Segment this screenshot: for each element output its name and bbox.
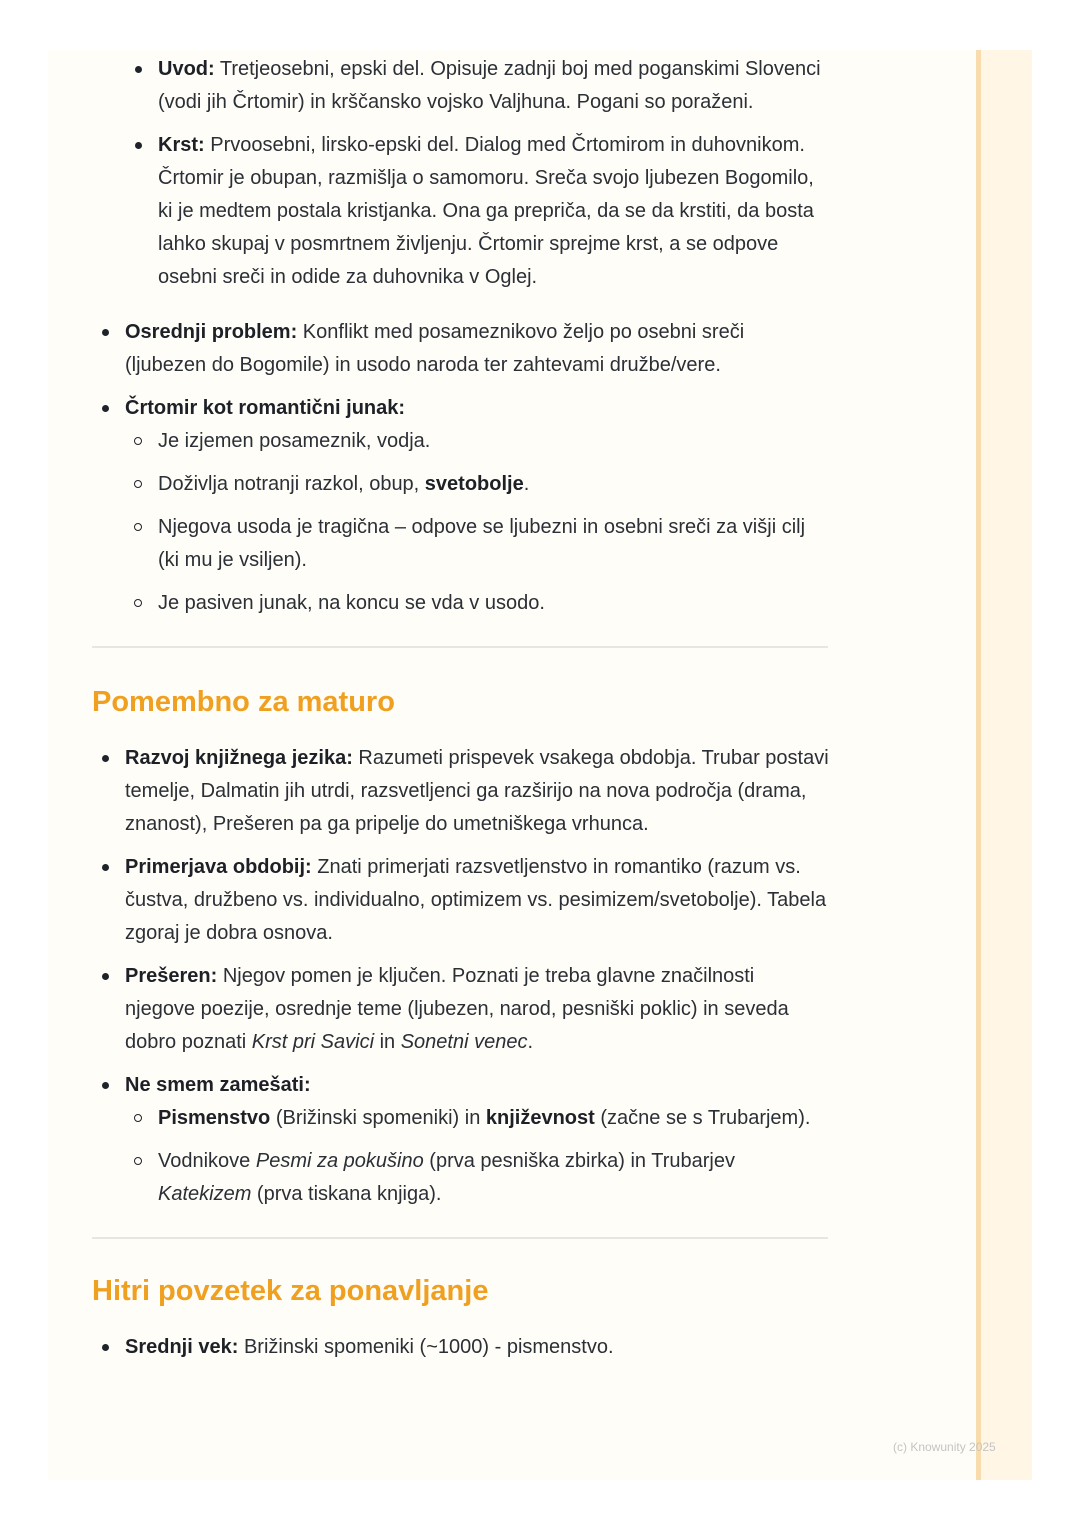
- sublist-item: [125, 587, 829, 620]
- sublist-item: [125, 1102, 829, 1135]
- matura-list: [92, 742, 829, 1211]
- item-label: Razvoj knjižnega jezika:: [125, 747, 353, 769]
- section-heading: Hitri povzetek za ponavljanje: [92, 1275, 489, 1307]
- list-item-preseren: [92, 960, 829, 1059]
- item-text: .: [527, 1031, 534, 1053]
- item-text: (Brižinski spomeniki) in: [270, 1107, 486, 1129]
- item-label: Črtomir kot romantični junak:: [125, 397, 406, 419]
- item-bold: književnost: [485, 1107, 595, 1129]
- item-text: Njegov pomen je ključen. Poznati je treba glavne značilnosti njegove poezije, osrednje teme (ljubezen, narod, pesniški poklic) in seveda dobro poznati: [125, 965, 789, 1053]
- item-text: .: [523, 473, 530, 495]
- item-label: Prešeren:: [125, 965, 218, 987]
- item-label: Krst:: [158, 134, 205, 156]
- item-italic: Krst pri Savici: [251, 1031, 375, 1053]
- copyright-footer: (c) Knowunity 2025: [893, 1440, 996, 1454]
- item-label: Srednji vek:: [125, 1336, 239, 1358]
- item-text: Brižinski spomeniki (~1000) - pismenstvo.: [238, 1336, 614, 1358]
- crtomir-sublist: [125, 425, 829, 620]
- list-item-krst: [125, 129, 829, 294]
- list-item-razvoj: [92, 742, 829, 841]
- section-divider: [92, 1237, 828, 1239]
- item-text: Je izjemen posameznik, vodja.: [158, 430, 431, 452]
- sublist-item: [125, 468, 829, 501]
- item-italic: Sonetni venec: [400, 1031, 528, 1053]
- main-list: [92, 316, 829, 620]
- list-item-srednji-vek: [92, 1331, 829, 1364]
- side-rail-line: [976, 50, 981, 1480]
- sublist-item: [125, 511, 829, 577]
- item-text: (prva pesniška zbirka) in Trubarjev: [423, 1150, 735, 1172]
- item-text: (prva tiskana knjiga).: [251, 1183, 442, 1205]
- section-divider: [92, 646, 828, 648]
- document-content: [92, 50, 829, 1374]
- list-item-crtomir: [92, 392, 829, 620]
- side-rail: [976, 50, 1032, 1480]
- item-label: Osrednji problem:: [125, 321, 298, 343]
- item-label: Uvod:: [158, 58, 215, 80]
- summary-list: [92, 1331, 829, 1364]
- item-italic: Pesmi za pokušino: [255, 1150, 424, 1172]
- item-text: Tretjeosebni, epski del. Opisuje zadnji boj med poganskimi Slovenci (vodi jih Črtomir) in krščansko vojsko Valjhuna. Pogani so poraženi.: [158, 58, 821, 113]
- list-item-osrednji-problem: [92, 316, 829, 382]
- item-text: Doživlja notranji razkol, obup,: [158, 473, 425, 495]
- item-text: Razumeti prispevek vsakega obdobja. Trubar postavi temelje, Dalmatin jih utrdi, razsvetljenci ga razširijo na nova področja (drama, znanost), Prešeren pa ga pripelje do umetniškega vrhunca.: [125, 747, 829, 835]
- sublist-item: [125, 1145, 829, 1211]
- item-bold: svetobolje: [424, 473, 524, 495]
- item-italic: Katekizem: [158, 1183, 252, 1205]
- list-item-uvod: [125, 53, 829, 119]
- item-text: Vodnikove: [158, 1150, 256, 1172]
- section-heading: Pomembno za maturo: [92, 686, 395, 718]
- item-bold: Pismenstvo: [158, 1107, 271, 1129]
- item-text: in: [374, 1031, 401, 1053]
- sublist-item: [125, 425, 829, 458]
- document-page: [48, 50, 1032, 1480]
- item-label: Primerjava obdobij:: [125, 856, 312, 878]
- intro-list: [125, 50, 829, 294]
- item-text: Znati primerjati razsvetljenstvo in romantiko (razum vs. čustva, družbeno vs. individualno, optimizem vs. pesimizem/svetobolje). Tabela zgoraj je dobra osnova.: [125, 856, 827, 944]
- item-text: Je pasiven junak, na koncu se vda v usodo.: [158, 592, 545, 614]
- item-label: Ne smem zamešati:: [125, 1074, 311, 1096]
- item-text: Konflikt med posameznikovo željo po osebni sreči (ljubezen do Bogomile) in usodo naroda ter zahtevami družbe/vere.: [125, 321, 745, 376]
- item-text: (začne se s Trubarjem).: [594, 1107, 811, 1129]
- list-item-primerjava: [92, 851, 829, 950]
- ne-smem-sublist: [125, 1102, 829, 1211]
- list-item-ne-smem: [92, 1069, 829, 1211]
- item-text: Njegova usoda je tragična – odpove se ljubezni in osebni sreči za višji cilj (ki mu je vsiljen).: [158, 516, 806, 571]
- item-text: Prvoosebni, lirsko-epski del. Dialog med Črtomirom in duhovnikom. Črtomir je obupan, razmišlja o samomoru. Sreča svojo ljubezen Bogomilo, ki je medtem postala kristjanka. Ona ga prepriča, da se da krstiti, da bosta lahko skupaj v posmrtnem življenju. Črtomir sprejme krst, a se odpove osebni sreči in odide za duhovnika v Oglej.: [158, 134, 814, 288]
